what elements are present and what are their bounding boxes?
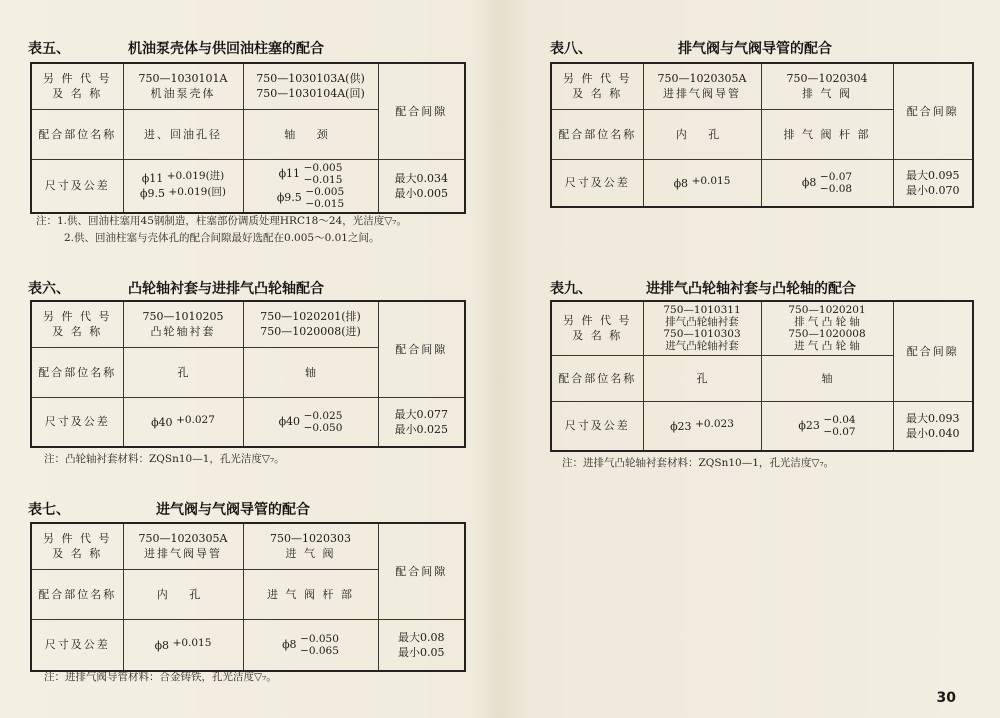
table5-position-a: 进、回油孔径 [123,109,243,159]
table7-clearance-header: 配合间隙 [378,523,465,619]
table7-note: 注：进排气阀导管材料：合金铸铁，孔光洁度▽₇。 [44,671,277,683]
table6 [30,300,466,448]
table6-number: 表六、 [28,281,70,297]
table8-size-header: 尺寸及公差 [551,159,643,207]
table9-heading: 进排气凸轮轴衬套与凸轮轴的配合 [646,281,856,297]
table7 [30,522,466,672]
table7-heading: 进气阀与气阀导管的配合 [156,502,310,518]
table6-heading: 凸轮轴衬套与进排气凸轮轴配合 [128,281,324,297]
table5-position-header: 配合部位名称 [31,109,123,159]
table5-note-1: 注：1.供、回油柱塞用45钢制造，柱塞部份调质处理HRC18～24，光洁度▽₇。 [36,215,407,227]
table8-number: 表八、 [550,41,592,57]
table8 [550,62,974,208]
table6-size-header: 尺寸及公差 [31,397,123,447]
table9-part-header: 另 件 代 号 及 名 称 [551,301,643,355]
table9-size-header: 尺寸及公差 [551,401,643,451]
table9-part-a: 750—1010311 排气凸轮轴衬套 750—1010303 进气凸轮轴衬套 [643,301,761,355]
table5-part-header: 另 件 代 号 及 名 称 [31,63,123,109]
table6-clearance-values: 最大0.077 最小0.025 [378,397,465,447]
table9-part-b: 750—1020201 排 气 凸 轮 轴 750—1020008 进 气 凸 轮 轴 [761,301,893,355]
table8-heading: 排气阀与气阀导管的配合 [678,41,832,57]
table7-size-header: 尺寸及公差 [31,619,123,671]
table9-clearance-header: 配合间隙 [893,301,973,401]
table5-position-b: 轴 颈 [243,109,378,159]
table5-number: 表五、 [28,41,70,57]
table7-title [28,499,310,519]
table7-part-header: 另 件 代 号 及 名 称 [31,523,123,569]
table5 [30,62,466,214]
table9-title [550,278,856,298]
table6-part-header: 另 件 代 号 及 名 称 [31,301,123,347]
table8-size-b: ϕ8 −0.07 −0.08 [761,159,893,207]
table5-clearance-values: 最大0.034 最小0.005 [378,159,465,213]
table8-title [550,38,832,58]
table7-number: 表七、 [28,502,70,518]
table7-part-b: 750—1020303 进 气 阀 [243,523,378,569]
table7-position-b: 进 气 阀 杆 部 [243,569,378,619]
table9-position-a: 孔 [643,355,761,401]
table6-part-b: 750—1020201(排) 750—1020008(进) [243,301,378,347]
table7-position-a: 内 孔 [123,569,243,619]
table8-clearance-header: 配合间隙 [893,63,973,159]
table9-number: 表九、 [550,281,592,297]
table9-size-a: ϕ23 +0.023 [643,401,761,451]
table9 [550,300,974,452]
table6-position-b: 轴 [243,347,378,397]
table6-size-a: ϕ40 +0.027 [123,397,243,447]
table5-size-b: ϕ11 −0.005 −0.015 ϕ9.5 −0.005 −0.015 [243,159,378,213]
table6-position-a: 孔 [123,347,243,397]
table5-size-header: 尺寸及公差 [31,159,123,213]
table9-size-b: ϕ23 −0.04 −0.07 [761,401,893,451]
table7-position-header: 配合部位名称 [31,569,123,619]
table5-part-b: 750—1030103A(供) 750—1030104A(回) [243,63,378,109]
table6-size-b: ϕ40 −0.025 −0.050 [243,397,378,447]
table8-clearance-values: 最大0.095 最小0.070 [893,159,973,207]
table9-clearance-values: 最大0.093 最小0.040 [893,401,973,451]
table8-position-a: 内 孔 [643,109,761,159]
table6-position-header: 配合部位名称 [31,347,123,397]
table5-note-2: 2.供、回油柱塞与壳体孔的配合间隙最好选配在0.005～0.01之间。 [64,232,380,244]
table7-part-a: 750—1020305A 进排气阀导管 [123,523,243,569]
table6-part-a: 750—1010205 凸轮轴衬套 [123,301,243,347]
table6-title [28,278,324,298]
table8-position-b: 排 气 阀 杆 部 [761,109,893,159]
table7-size-a: ϕ8 +0.015 [123,619,243,671]
table8-part-b: 750—1020304 排 气 阀 [761,63,893,109]
table5-part-a: 750—1030101A 机油泵壳体 [123,63,243,109]
table8-part-header: 另 件 代 号 及 名 称 [551,63,643,109]
table6-clearance-header: 配合间隙 [378,301,465,397]
table5-title [28,38,324,58]
table8-part-a: 750—1020305A 进排气阀导管 [643,63,761,109]
table6-note: 注：凸轮轴衬套材料：ZQSn10—1，孔光洁度▽₇。 [44,453,285,465]
table5-size-a: ϕ11 +0.019(进) ϕ9.5 +0.019(回) [123,159,243,213]
table8-position-header: 配合部位名称 [551,109,643,159]
table8-size-a: ϕ8 +0.015 [643,159,761,207]
table7-size-b: ϕ8 −0.050 −0.065 [243,619,378,671]
table9-position-b: 轴 [761,355,893,401]
table9-note: 注：进排气凸轮轴衬套材料：ZQSn10—1，孔光洁度▽₇。 [562,457,835,469]
table9-position-header: 配合部位名称 [551,355,643,401]
page-number: 30 [936,690,956,706]
table5-clearance-header: 配合间隙 [378,63,465,159]
table7-clearance-values: 最大0.08 最小0.05 [378,619,465,671]
table5-heading: 机油泵壳体与供回油柱塞的配合 [128,41,324,57]
